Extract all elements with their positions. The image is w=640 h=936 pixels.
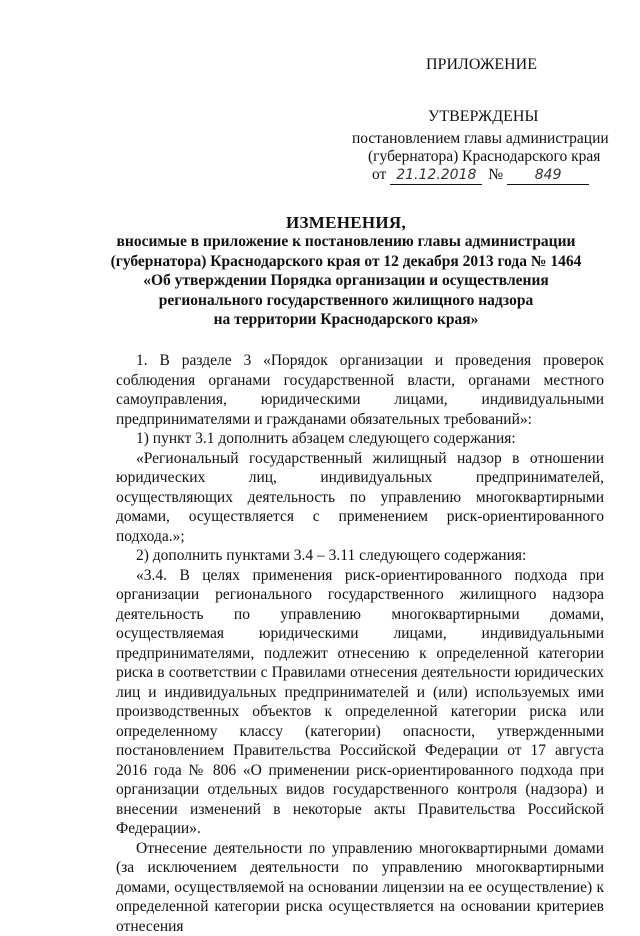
date-number-line xyxy=(372,166,589,185)
number-prefix: № xyxy=(488,166,503,184)
number-handwritten: 849 xyxy=(507,168,589,185)
title-line: на территории Краснодарского края» xyxy=(100,310,592,329)
title-line: (губернатора) Краснодарского края от 12 декабря 2013 года № 1464 xyxy=(100,252,592,271)
paragraph: 1) пункт 3.1 дополнить абзацем следующего содержания: xyxy=(116,429,604,449)
date-handwritten: 21.12.2018 xyxy=(390,168,482,185)
title-line: вносимые в приложение к постановлению главы администрации xyxy=(100,232,592,251)
decree-line-2: (губернатора) Краснодарского края xyxy=(368,148,600,166)
title-main: ИЗМЕНЕНИЯ, xyxy=(100,213,592,232)
date-prefix: от xyxy=(372,166,386,184)
paragraph: 1. В разделе 3 «Порядок организации и проведения проверок соблюдения органами государственной власти, органами местного самоуправления, юридическими лицами, индивидуальными предпринимателями и гражданами обязательных требований»: xyxy=(116,351,604,429)
paragraph: «3.4. В целях применения риск-ориентированного подхода при организации регионального государственного жилищного надзора деятельность по управлению многоквартирными домами, осуществляемая юридическими лицами, индивидуальными предпринимателями, подлежит отнесению к определенной категории риска в соответствии с Правилами отнесения деятельности юридических лиц и индивидуальных предпринимателей и (или) используемых ими производственных объектов к определенной категории риска или определенному классу (категории) опасности, утвержденными постановлением Правительства Российской Федерации от 17 августа 2016 года № 806 «О применении риск-ориентированного подхода при организации отдельных видов государственного контроля (надзора) и внесении изменений в некоторые акты Правительства Российской Федерации». xyxy=(116,566,604,839)
decree-line-1: постановлением главы администрации xyxy=(352,130,609,148)
paragraph: Отнесение деятельности по управлению многоквартирными домами (за исключением деятельности по управлению многоквартирными домами, осуществляемой на основании лицензии на ее осуществление) к определенной категории риска осуществляется на основании критериев отнесения xyxy=(116,839,604,936)
document-title xyxy=(100,213,592,329)
title-line: «Об утверждении Порядка организации и осуществления xyxy=(100,271,592,290)
title-line: регионального государственного жилищного надзора xyxy=(100,291,592,310)
approved-label: УТВЕРЖДЕНЫ xyxy=(428,108,538,126)
appendix-label: ПРИЛОЖЕНИЕ xyxy=(426,56,537,74)
paragraph: 2) дополнить пунктами 3.4 – 3.11 следующего содержания: xyxy=(116,546,604,566)
paragraph: «Региональный государственный жилищный надзор в отношении юридических лиц, индивидуальных предпринимателей, осуществляющих деятельность по управлению многоквартирными домами, осуществляется с применением риск-ориентированного подхода.»; xyxy=(116,449,604,547)
document-body xyxy=(116,351,604,936)
